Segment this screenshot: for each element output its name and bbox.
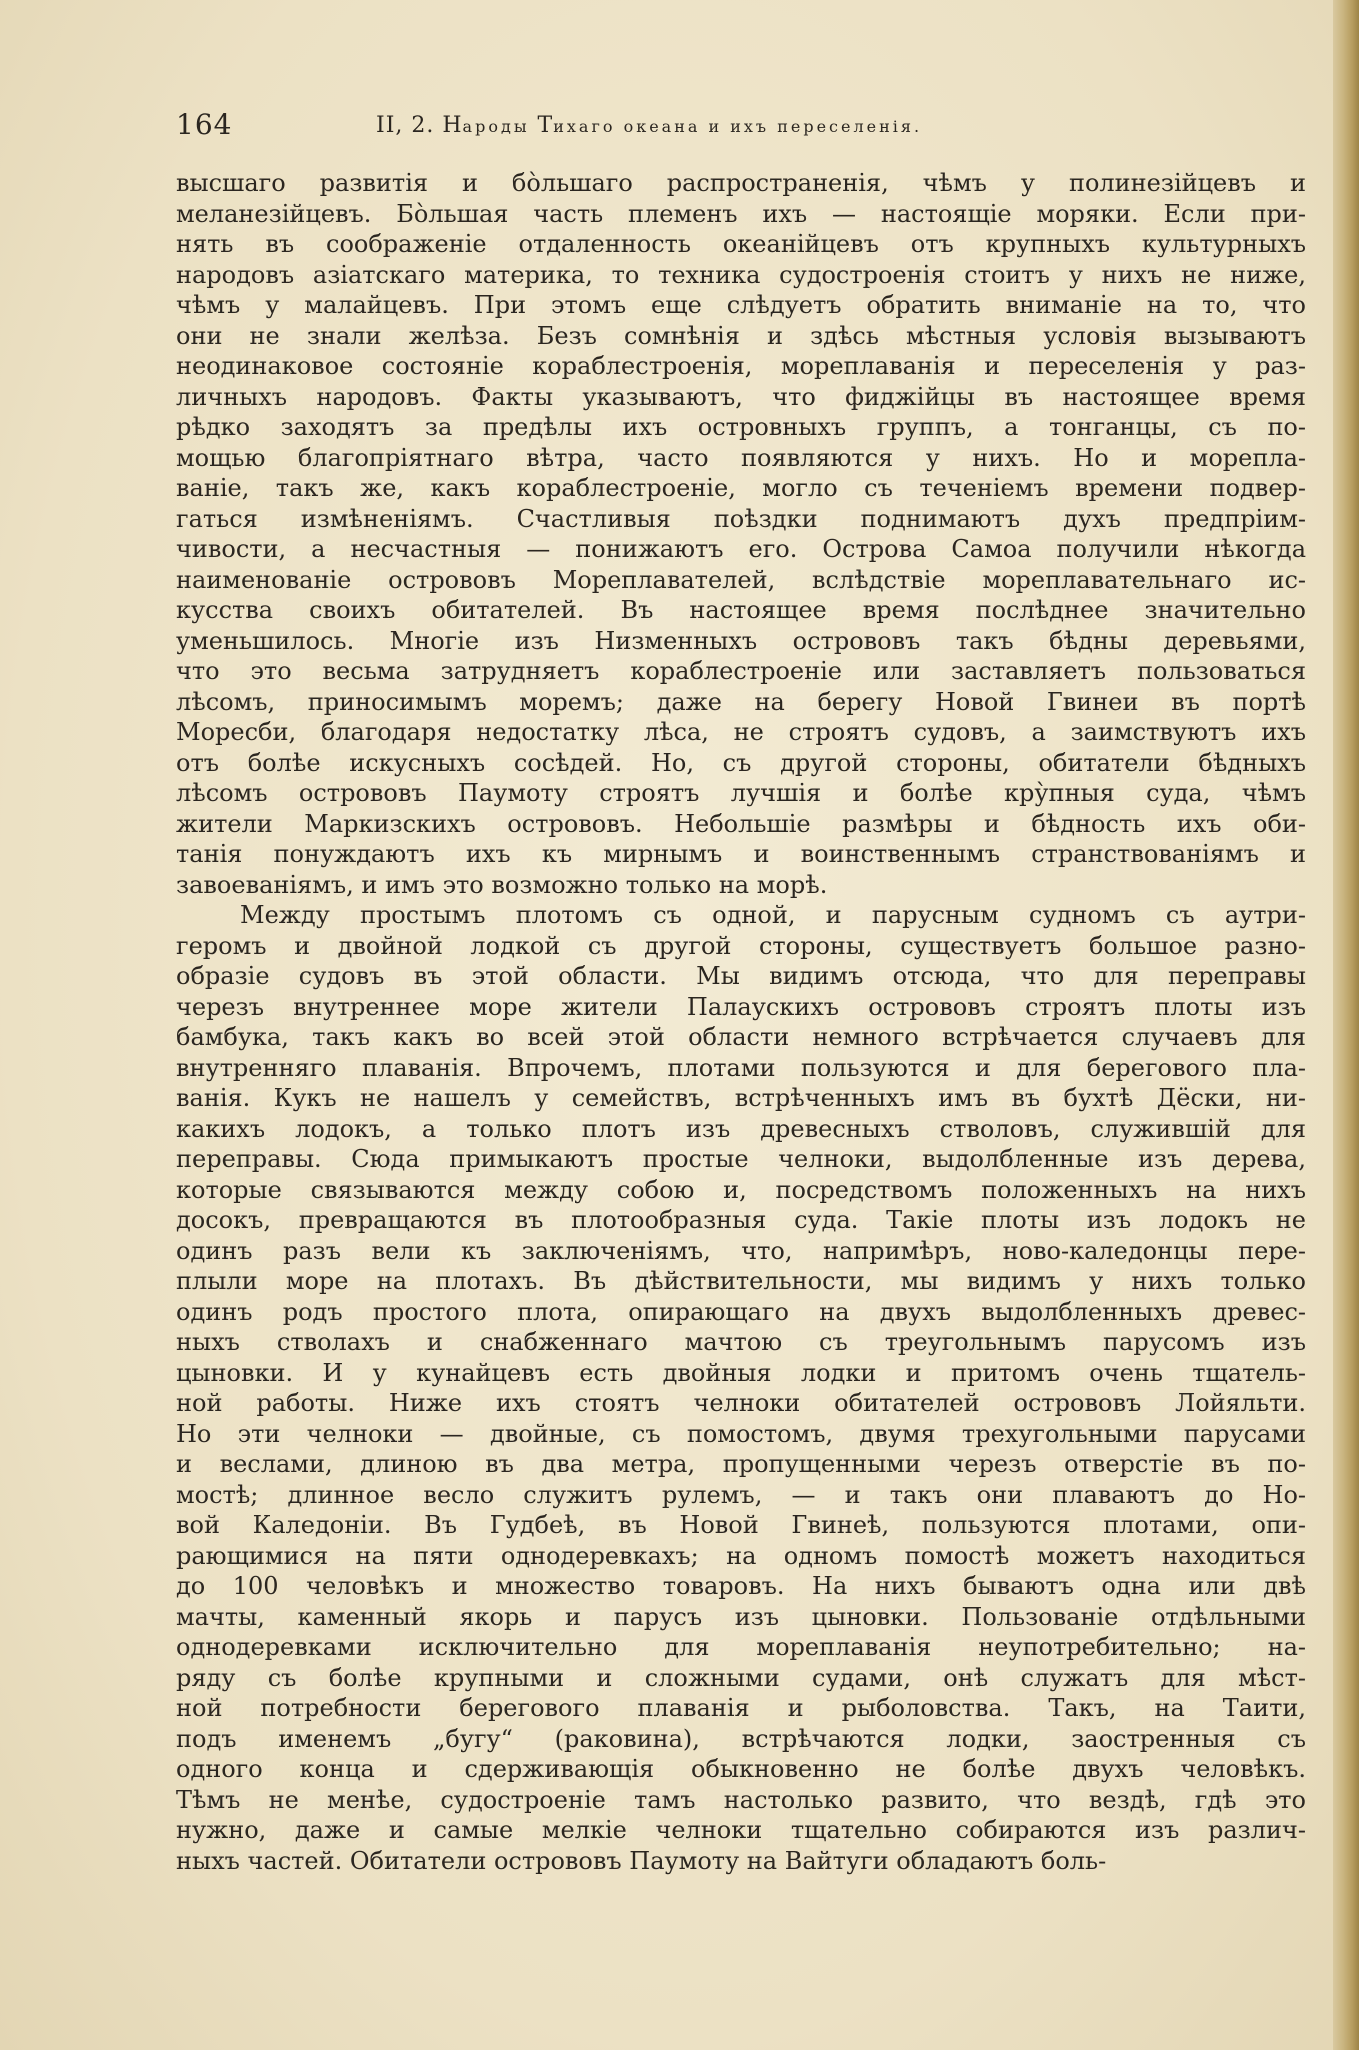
running-title bbox=[376, 113, 922, 138]
text-line: лѣсомъ, приносимымъ моремъ; даже на берегу Новой Гвинеи въ портѣ bbox=[176, 687, 1306, 716]
text-line: Моресби, благодаря недостатку лѣса, не строятъ судовъ, а заимствуютъ ихъ bbox=[176, 718, 1306, 746]
text-line: до 100 человѣкъ и множество товаровъ. На нихъ бываютъ одна или двѣ bbox=[176, 1572, 1306, 1600]
text-line: рѣдко заходятъ за предѣлы ихъ островныхъ группъ, а тонганцы, съ по- bbox=[176, 413, 1306, 441]
text-line: которые связываются между собою и, посредствомъ положенныхъ на нихъ bbox=[176, 1175, 1306, 1204]
text-line: ванія. Кукъ не нашелъ у семействъ, встрѣченныхъ имъ въ бухтѣ Дёски, ни- bbox=[176, 1084, 1306, 1112]
text-line: кусства своихъ обитателей. Въ настоящее время послѣднее значительно bbox=[176, 596, 1306, 624]
text-line: неодинаковое состояніе кораблестроенія, мореплаванія и переселенія у раз- bbox=[176, 352, 1306, 380]
text-line: меланезійцевъ. Бо̀льшая часть племенъ ихъ — настоящіе моряки. Если при- bbox=[176, 199, 1306, 228]
text-line: бамбука, такъ какъ во всей этой области немного встрѣчается случаевъ для bbox=[176, 1023, 1306, 1051]
text-line: одинъ разъ вели къ заключеніямъ, что, напримѣръ, ново-каледонцы пере- bbox=[176, 1236, 1306, 1265]
text-line: гаться измѣненіямъ. Счастливыя поѣздки поднимаютъ духъ предпріим- bbox=[176, 504, 1306, 533]
text-line: досокъ, превращаются въ плотообразныя суда. Такіе плоты изъ лодокъ не bbox=[176, 1206, 1306, 1234]
text-line: Но эти челноки — двойные, съ помостомъ, двумя трехугольными парусами bbox=[176, 1419, 1306, 1448]
text-line: ной работы. Ниже ихъ стоятъ челноки обитателей острововъ Лойяльти. bbox=[176, 1389, 1306, 1417]
text-line: переправы. Сюда примыкаютъ простые челноки, выдолбленные изъ дерева, bbox=[176, 1145, 1306, 1173]
text-line: мостѣ; длинное весло служитъ рулемъ, — и такъ они плаваютъ до Но- bbox=[176, 1480, 1306, 1509]
text-line: геромъ и двойной лодкой съ другой стороны, существуетъ большое разно- bbox=[176, 931, 1306, 960]
text-line: ной потребности берегового плаванія и рыболовства. Такъ, на Таити, bbox=[176, 1694, 1306, 1722]
text-line: народовъ азіатскаго материка, то техника судостроенія стоитъ у нихъ не ниже, bbox=[176, 260, 1306, 289]
text-line: и веслами, длиною въ два метра, пропущенными черезъ отверстіе въ по- bbox=[176, 1450, 1306, 1478]
text-line: чивости, а несчастныя — понижаютъ его. Острова Самоа получили нѣкогда bbox=[176, 535, 1306, 563]
text-line: образіе судовъ въ этой области. Мы видимъ отсюда, что для переправы bbox=[176, 962, 1306, 990]
text-line: отъ болѣе искусныхъ сосѣдей. Но, съ другой стороны, обитатели бѣдныхъ bbox=[176, 748, 1306, 777]
text-line: чѣмъ у малайцевъ. При этомъ еще слѣдуетъ обратить вниманіе на то, что bbox=[176, 291, 1306, 319]
text-line: нять въ соображеніе отдаленность океанійцевъ отъ крупныхъ культурныхъ bbox=[176, 230, 1306, 258]
text-line: мачты, каменный якорь и парусъ изъ цыновки. Пользованіе отдѣльными bbox=[176, 1602, 1306, 1631]
text-line: рающимися на пяти однодеревкахъ; на одномъ помостѣ можетъ находиться bbox=[176, 1541, 1306, 1570]
text-line: что это весьма затрудняетъ кораблестроеніе или заставляетъ пользоваться bbox=[176, 657, 1306, 685]
text-line: высшаго развитія и бо̀льшаго распространенія, чѣмъ у полинезійцевъ и bbox=[176, 169, 1306, 197]
text-line: Между простымъ плотомъ съ одной, и парусным судномъ съ аутри- bbox=[240, 901, 1306, 929]
text-line: они не знали желѣза. Безъ сомнѣнія и здѣсь мѣстныя условія вызываютъ bbox=[176, 321, 1306, 350]
text-line: ныхъ стволахъ и снабженнаго мачтою съ треугольнымъ парусомъ изъ bbox=[176, 1328, 1306, 1356]
text-line: плыли море на плотахъ. Въ дѣйствительности, мы видимъ у нихъ только bbox=[176, 1267, 1306, 1295]
text-line: жители Маркизскихъ острововъ. Небольшіе размѣры и бѣдность ихъ оби- bbox=[176, 809, 1306, 838]
text-line: одинъ родъ простого плота, опирающаго на двухъ выдолбленныхъ древес- bbox=[176, 1297, 1306, 1326]
text-line: одного конца и сдерживающія обыкновенно не болѣе двухъ человѣкъ. bbox=[176, 1755, 1306, 1783]
title-word: ароды bbox=[462, 117, 530, 136]
paragraph bbox=[176, 168, 1306, 900]
text-line: уменьшилось. Многіе изъ Низменныхъ острововъ такъ бѣдны деревьями, bbox=[176, 626, 1306, 655]
text-line: внутренняго плаванія. Впрочемъ, плотами пользуются и для берегового пла- bbox=[176, 1053, 1306, 1082]
text-line: завоеваніямъ, и имъ это возможно только на морѣ. bbox=[176, 870, 828, 899]
title-initial-2: Т bbox=[537, 113, 554, 138]
text-line: однодеревками исключительно для мореплаванія неупотребительно; на- bbox=[176, 1633, 1306, 1661]
page-binding-edge bbox=[1333, 0, 1359, 2050]
text-line: подъ именемъ „бугу“ (раковина), встрѣчаются лодки, заостренныя съ bbox=[176, 1724, 1306, 1753]
page-number: 164 bbox=[176, 108, 233, 141]
text-line: наименованіе острововъ Мореплавателей, вслѣдствіе мореплавательнаго ис- bbox=[176, 565, 1306, 594]
text-line: личныхъ народовъ. Факты указываютъ, что фиджійцы въ настоящее время bbox=[176, 382, 1306, 411]
text-line: цыновки. И у кунайцевъ есть двойныя лодки и притомъ очень тщатель- bbox=[176, 1358, 1306, 1387]
text-line: ныхъ частей. Обитатели острововъ Паумоту на Вайтуги обладаютъ боль- bbox=[176, 1846, 1107, 1875]
text-line: ряду съ болѣе крупными и сложными судами, онѣ служатъ для мѣст- bbox=[176, 1663, 1306, 1692]
text-line: черезъ внутреннее море жители Палаускихъ острововъ строятъ плоты изъ bbox=[176, 992, 1306, 1021]
text-line: нужно, даже и самые мелкіе челноки тщательно собираются изъ различ- bbox=[176, 1816, 1306, 1844]
section-number: II, 2. bbox=[376, 113, 435, 138]
paragraph bbox=[176, 900, 1306, 1876]
running-header bbox=[176, 108, 1316, 148]
text-line: мощью благопріятнаго вѣтра, часто появляются у нихъ. Но и морепла- bbox=[176, 443, 1306, 472]
text-line: ваніе, такъ же, какъ кораблестроеніе, могло съ теченіемъ времени подвер- bbox=[176, 474, 1306, 502]
body-text bbox=[176, 168, 1306, 1876]
text-line: танія понуждаютъ ихъ къ мирнымъ и воинственнымъ странствованіямъ и bbox=[176, 840, 1306, 868]
text-line: лѣсомъ острововъ Паумоту строятъ лучшія и болѣе кру̀пныя суда, чѣмъ bbox=[176, 779, 1306, 807]
text-line: вой Каледоніи. Въ Гудбеѣ, въ Новой Гвинеѣ, пользуются плотами, опи- bbox=[176, 1511, 1306, 1539]
title-rest: ихаго океана и ихъ переселенія. bbox=[553, 117, 923, 136]
title-initial: Н bbox=[442, 113, 463, 138]
text-line: какихъ лодокъ, а только плотъ изъ древесныхъ стволовъ, служившій для bbox=[176, 1114, 1306, 1143]
text-line: Тѣмъ не менѣе, судостроеніе тамъ настолько развито, что вездѣ, гдѣ это bbox=[176, 1785, 1306, 1814]
